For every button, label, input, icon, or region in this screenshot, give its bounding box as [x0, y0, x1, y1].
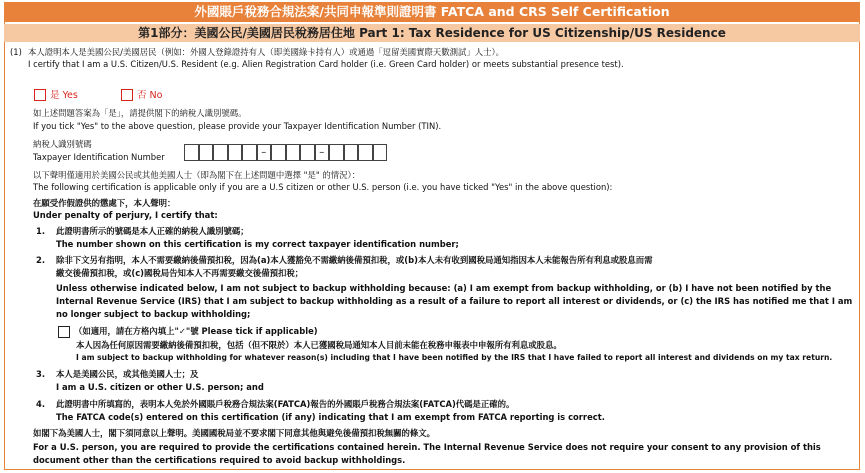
tin-separator: –	[257, 144, 272, 161]
footer-zh: 如閣下為美國人士，閣下須同意以上聲明。美國國稅局並不要求閣下同意其他與避免後備預扣稅無關的條文。	[33, 428, 435, 438]
tick-text-en: I am subject to backup withholding for whatever reason(s) including that I have been notified by the IRS that I have failed to report all interest and dividends on my tax return.	[76, 353, 833, 362]
item1-zh: 此證明書所示的號碼是本人正確的納稅人識別號碼；	[56, 226, 249, 236]
tick-instruction: （如適用，請在方格內填上"✓"號 Please tick if applicable)	[74, 326, 318, 336]
footer-en-line2: document other than the certifications required to avoid backup withholdings.	[33, 455, 406, 465]
item1-en: The number shown on this certification is my correct taxpayer identification number;	[56, 239, 459, 249]
backup-withholding-checkbox[interactable]	[58, 326, 70, 338]
q1-text-zh: 本人證明本人是美國公民/美國居民（例如：外國人登錄證持有人（即美國綠卡持有人）或通過「逗留美國實際天數測試」人士）。	[28, 47, 504, 57]
tin-digit-box[interactable]	[300, 144, 315, 161]
tin-digit-box[interactable]	[373, 144, 388, 161]
item2-en-line1: Unless otherwise indicated below, I am not subject to backup withholding because: (a) I am exempt from backup withholding, or (b) I have not been notified by the	[56, 283, 832, 293]
tin-note-zh: 如上述問題答案為「是」，請提供閣下的納稅人識別號碼。	[33, 108, 247, 118]
yes-label: 是 Yes	[50, 90, 78, 101]
perjury-zh: 在願受作假證供的懲處下，本人聲明：	[33, 198, 176, 208]
item4-zh: 此證明書中所填寫的，表明本人免於外國賬戶稅務合規法案(FATCA)報告的外國賬戶稅務合規法案(FATCA)代碼是正確的。	[56, 399, 515, 409]
no-label: 否 No	[137, 90, 163, 101]
q1-text-en: I certify that I am a U.S. Citizen/U.S. Resident (e.g. Alien Registration Card holder (i.e. Green Card holder) or meets substantial presence test).	[28, 59, 624, 69]
tin-separator: –	[315, 144, 330, 161]
tin-digit-box[interactable]	[228, 144, 243, 161]
tin-digit-box[interactable]	[242, 144, 257, 161]
footer-en-line1: For a U.S. person, you are required to provide the certifications contained herein. The Internal Revenue Service does not require your consent to any provision of this	[33, 442, 821, 452]
item2-zh-line2: 繳交後備預扣稅，或(c)國稅局告知本人不再需要繳交後備預扣稅；	[56, 268, 304, 278]
tin-label-en: Taxpayer Identification Number	[33, 152, 165, 162]
tin-digit-box[interactable]	[199, 144, 214, 161]
tin-note-en: If you tick "Yes" to the above question, please provide your Taxpayer Identification Number (TIN).	[33, 121, 442, 131]
form-title: 外國賬戶稅務合規法案/共同申報準則證明書 FATCA and CRS Self Certification	[4, 2, 860, 22]
tin-label-zh: 納稅人識別號碼	[33, 139, 92, 149]
item3-zh: 本人是美國公民，或其他美國人士；及	[56, 369, 199, 379]
tin-digit-box[interactable]	[184, 144, 199, 161]
tin-digit-box[interactable]	[344, 144, 359, 161]
item1-number: 1.	[36, 226, 46, 236]
tin-digit-box[interactable]	[358, 144, 373, 161]
tick-text-zh: 本人因為任何原因需要繳納後備預扣稅，包括（但不限於）本人已獲國稅局通知本人目前未能在稅務申報表中申報所有利息或股息。	[76, 340, 562, 350]
part1-heading: 第1部分：美國公民/美國居民稅務居住地 Part 1: Tax Residence for US Citizenship/US Residence	[4, 24, 860, 42]
item2-en-line3: no longer subject to backup withholding;	[56, 309, 251, 319]
cert-intro-zh: 以下聲明僅適用於美國公民或其他美國人士（即為閣下在上述問題中選擇 "是" 的情況）：	[33, 170, 361, 180]
item4-number: 4.	[36, 399, 46, 409]
item2-zh-line1: 除非下文另有指明，本人不需要繳納後備預扣稅，因為(a)本人獲豁免不需繳納後備預扣稅，或(b)本人未有收到國稅局通知指因本人未能報告所有利息或股息而需	[56, 255, 653, 265]
tin-digit-box[interactable]	[286, 144, 301, 161]
perjury-en: Under penalty of perjury, I certify that:	[33, 210, 218, 220]
item2-en-line2: Internal Revenue Service (IRS) that I am subject to backup withholding as a result of a failure to report all interest or dividends, or (c) the IRS has notified me that I am	[56, 296, 853, 306]
q1-number: (1)	[10, 47, 22, 57]
yes-checkbox[interactable]	[34, 89, 46, 101]
cert-intro-en: The following certification is applicable only if you are a U.S citizen or other U.S. person (i.e. you have ticked "Yes" in the above question):	[33, 182, 613, 192]
item3-number: 3.	[36, 369, 46, 379]
item3-en: I am a U.S. citizen or other U.S. person; and	[56, 382, 264, 392]
tin-digit-box[interactable]	[329, 144, 344, 161]
tin-digit-box[interactable]	[271, 144, 286, 161]
item2-number: 2.	[36, 255, 46, 265]
no-checkbox[interactable]	[121, 89, 133, 101]
item4-en: The FATCA code(s) entered on this certification (if any) indicating that I am exempt from FATCA reporting is correct.	[56, 412, 605, 422]
tin-digit-box[interactable]	[213, 144, 228, 161]
